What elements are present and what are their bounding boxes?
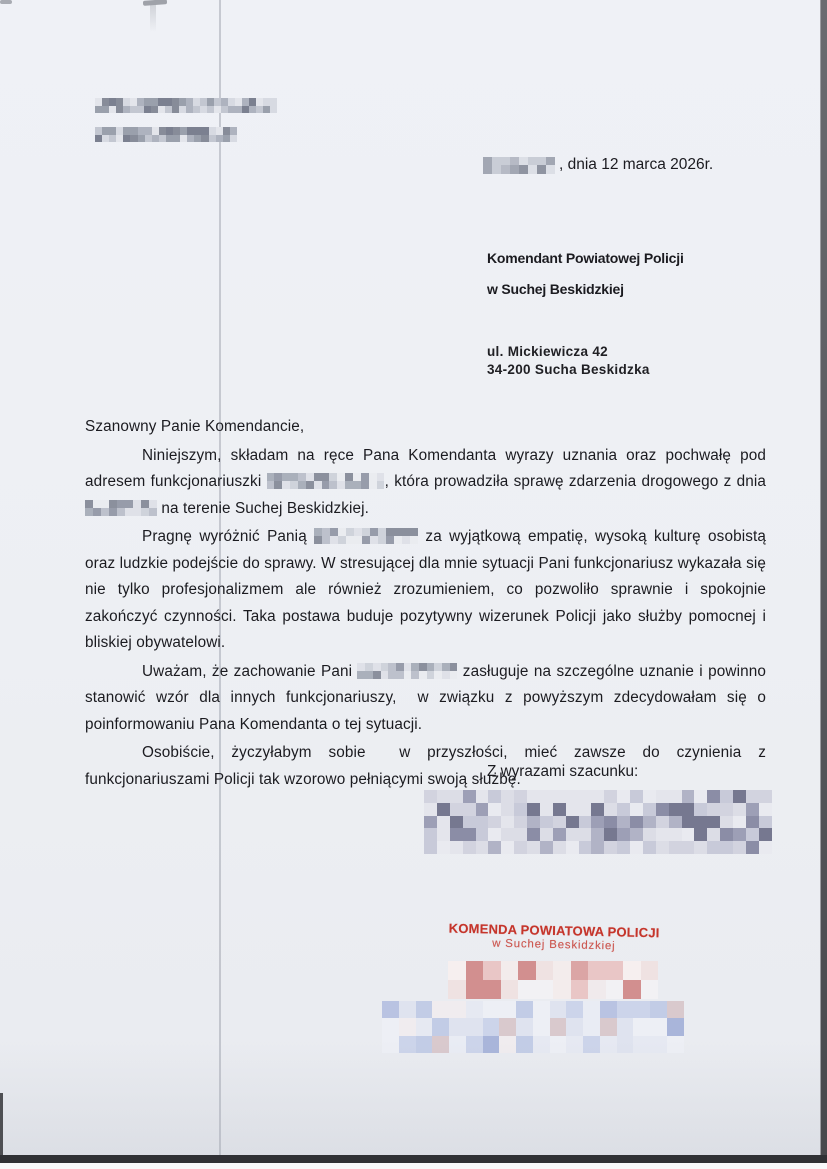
date-text: , dnia 12 marca 2026r. [559, 156, 714, 173]
letter-paragraphs [85, 443, 766, 794]
redacted-officer-name [314, 528, 418, 544]
recipient-address-line1: ul. Mickiewicza 42 [487, 344, 608, 359]
police-office-stamp [445, 921, 664, 954]
scan-edge-left [0, 1093, 3, 1155]
paragraph-1: Niniejszym, składam na ręce Pana Komendanta wyrazy uznania oraz pochwałę pod adresem funkcjonariuszki , która prowadziła sprawę zdarzenia drogowego z dnia na terenie Suchej Beskidzkiej. [85, 446, 766, 517]
redacted-place-name [483, 157, 555, 174]
redacted-handwritten-signature [424, 790, 772, 854]
date-line [483, 156, 713, 174]
redacted-sender-address [95, 127, 237, 142]
stamp-line1: KOMENDA POWIATOWA POLICJI [448, 920, 660, 941]
redacted-officer-name [267, 473, 385, 489]
paragraph-4: Osobiście, życzyłabym sobie w przyszłości, mieć zawsze do czynienia z funkcjonariuszami Policji tak wzorowo pełniącymi swoją służbę. [85, 744, 766, 788]
scan-edge-right [820, 0, 827, 1169]
letter-body [85, 414, 766, 793]
recipient-address-line2: 34-200 Sucha Beskidzka [487, 362, 650, 377]
salutation: Szanowny Panie Komendancie, [85, 418, 305, 435]
redacted-officer-name [357, 663, 457, 679]
recipient-title-line2: w Suchej Beskidzkiej [487, 281, 624, 297]
paragraph-3: Uważam, że zachowanie Pani zasługuje na szczególne uznanie i powinno stanowić wzór dla innych funkcjonariuszy, w związku z powyższym zdecydowałam się o poinformowaniu Pana Komendanta o tej sytuacji. [85, 662, 766, 733]
stamp-line2: w Suchej Beskidzkiej [491, 937, 616, 953]
recipient-title-line1: Komendant Powiatowej Policji [487, 250, 684, 266]
redacted-sender-name [95, 98, 277, 113]
redacted-stamp-detail-blue [382, 1001, 684, 1053]
scan-edge-bottom [0, 1155, 827, 1163]
redacted-stamp-detail-red [448, 961, 658, 999]
redacted-incident-date [85, 500, 157, 516]
scan-bottom-shading [0, 1040, 827, 1155]
paragraph-2: Pragnę wyróżnić Panią za wyjątkową empatię, wysoką kulturę osobistą oraz ludzkie podejście do sprawy. W stresującej dla mnie sytuacji Pani funkcjonariusz wykazała się nie tylko profesjonalizmem ale również zrozumieniem, co pozwoliło sprawnie i spokojnie zakończyć czynności. Taka postawa buduje pozytywny wizerunek Policji jako służby pomocnej i bliskiej obywatelowi. [85, 528, 766, 651]
scan-smudge-corner [0, 0, 12, 4]
closing-phrase: Z wyrazami szacunku: [487, 763, 639, 780]
scan-edge-bottom-margin [0, 1163, 827, 1169]
scan-streak-top [150, 4, 156, 32]
